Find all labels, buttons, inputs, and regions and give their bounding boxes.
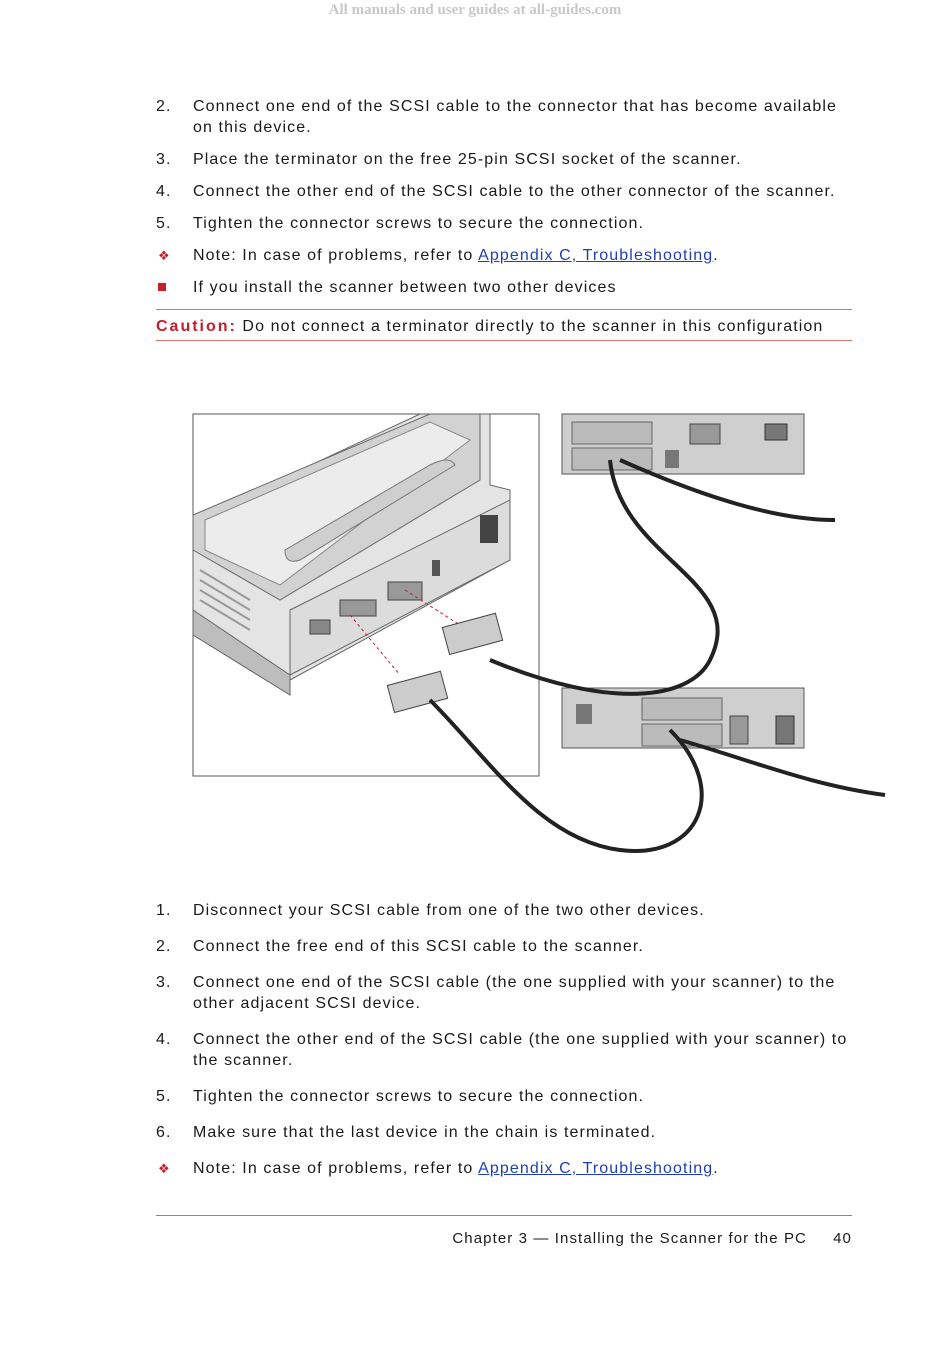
step-text: Connect the free end of this SCSI cable to the scanner. — [193, 938, 644, 955]
note-suffix: . — [713, 1160, 719, 1177]
step-item — [156, 96, 852, 138]
step-item — [156, 213, 852, 234]
appendix-c-link[interactable]: Appendix C, Troubleshooting — [478, 247, 714, 264]
top-steps — [156, 96, 852, 341]
step-item — [156, 1029, 852, 1071]
step-item — [156, 1122, 852, 1143]
caution-label: Caution: — [156, 318, 237, 335]
caution-box — [156, 309, 852, 341]
step-number: 5. — [156, 1088, 172, 1105]
step-number: 3. — [156, 974, 172, 991]
step-number: 6. — [156, 1124, 172, 1141]
step-number: 5. — [156, 215, 172, 232]
step-text: Tighten the connector screws to secure the connection. — [193, 1088, 645, 1105]
footer-divider — [156, 1215, 852, 1216]
step-number: 4. — [156, 1031, 172, 1048]
step-item — [156, 149, 852, 170]
scsi-chain-illustration — [190, 410, 900, 880]
note-prefix: Note: In case of problems, refer to — [193, 247, 479, 264]
note-item — [156, 245, 852, 266]
step-item — [156, 1086, 852, 1107]
step-number: 3. — [156, 151, 172, 168]
step-number: 2. — [156, 98, 172, 115]
step-text: Tighten the connector screws to secure the connection. — [193, 215, 645, 232]
step-text: Connect the other end of the SCSI cable (the one supplied with your scanner) to the scanner. — [193, 1031, 848, 1069]
note-prefix: Note: In case of problems, refer to — [193, 1160, 479, 1177]
bullet-text: If you install the scanner between two other devices — [193, 279, 617, 296]
caution-text: Do not connect a terminator directly to the scanner in this configuration — [236, 318, 824, 335]
step-item — [156, 972, 852, 1014]
square-bullet-icon — [158, 283, 166, 291]
bottom-steps — [156, 900, 852, 1194]
diamond-bullet-icon: ❖ — [158, 1161, 171, 1176]
step-text: Disconnect your SCSI cable from one of the two other devices. — [193, 902, 705, 919]
step-text: Place the terminator on the free 25-pin SCSI socket of the scanner. — [193, 151, 742, 168]
note-suffix: . — [713, 247, 719, 264]
appendix-c-link[interactable]: Appendix C, Troubleshooting — [478, 1160, 714, 1177]
step-item — [156, 900, 852, 921]
step-number: 4. — [156, 183, 172, 200]
step-text: Connect one end of the SCSI cable (the one supplied with your scanner) to the other adjacent SCSI device. — [193, 974, 836, 1012]
step-text: Make sure that the last device in the chain is terminated. — [193, 1124, 657, 1141]
step-number: 1. — [156, 902, 172, 919]
bullet-item — [156, 277, 852, 298]
step-item — [156, 181, 852, 202]
watermark: All manuals and user guides at all-guides.com — [328, 2, 622, 18]
page-number: 40 — [833, 1230, 852, 1247]
note-item — [156, 1158, 852, 1179]
step-item — [156, 936, 852, 957]
step-number: 2. — [156, 938, 172, 955]
step-text: Connect the other end of the SCSI cable to the other connector of the scanner. — [193, 183, 836, 200]
step-text: Connect one end of the SCSI cable to the connector that has become available on this device. — [193, 98, 837, 136]
chapter-title: Chapter 3 — Installing the Scanner for the PC — [452, 1230, 807, 1247]
diamond-bullet-icon: ❖ — [158, 248, 171, 263]
